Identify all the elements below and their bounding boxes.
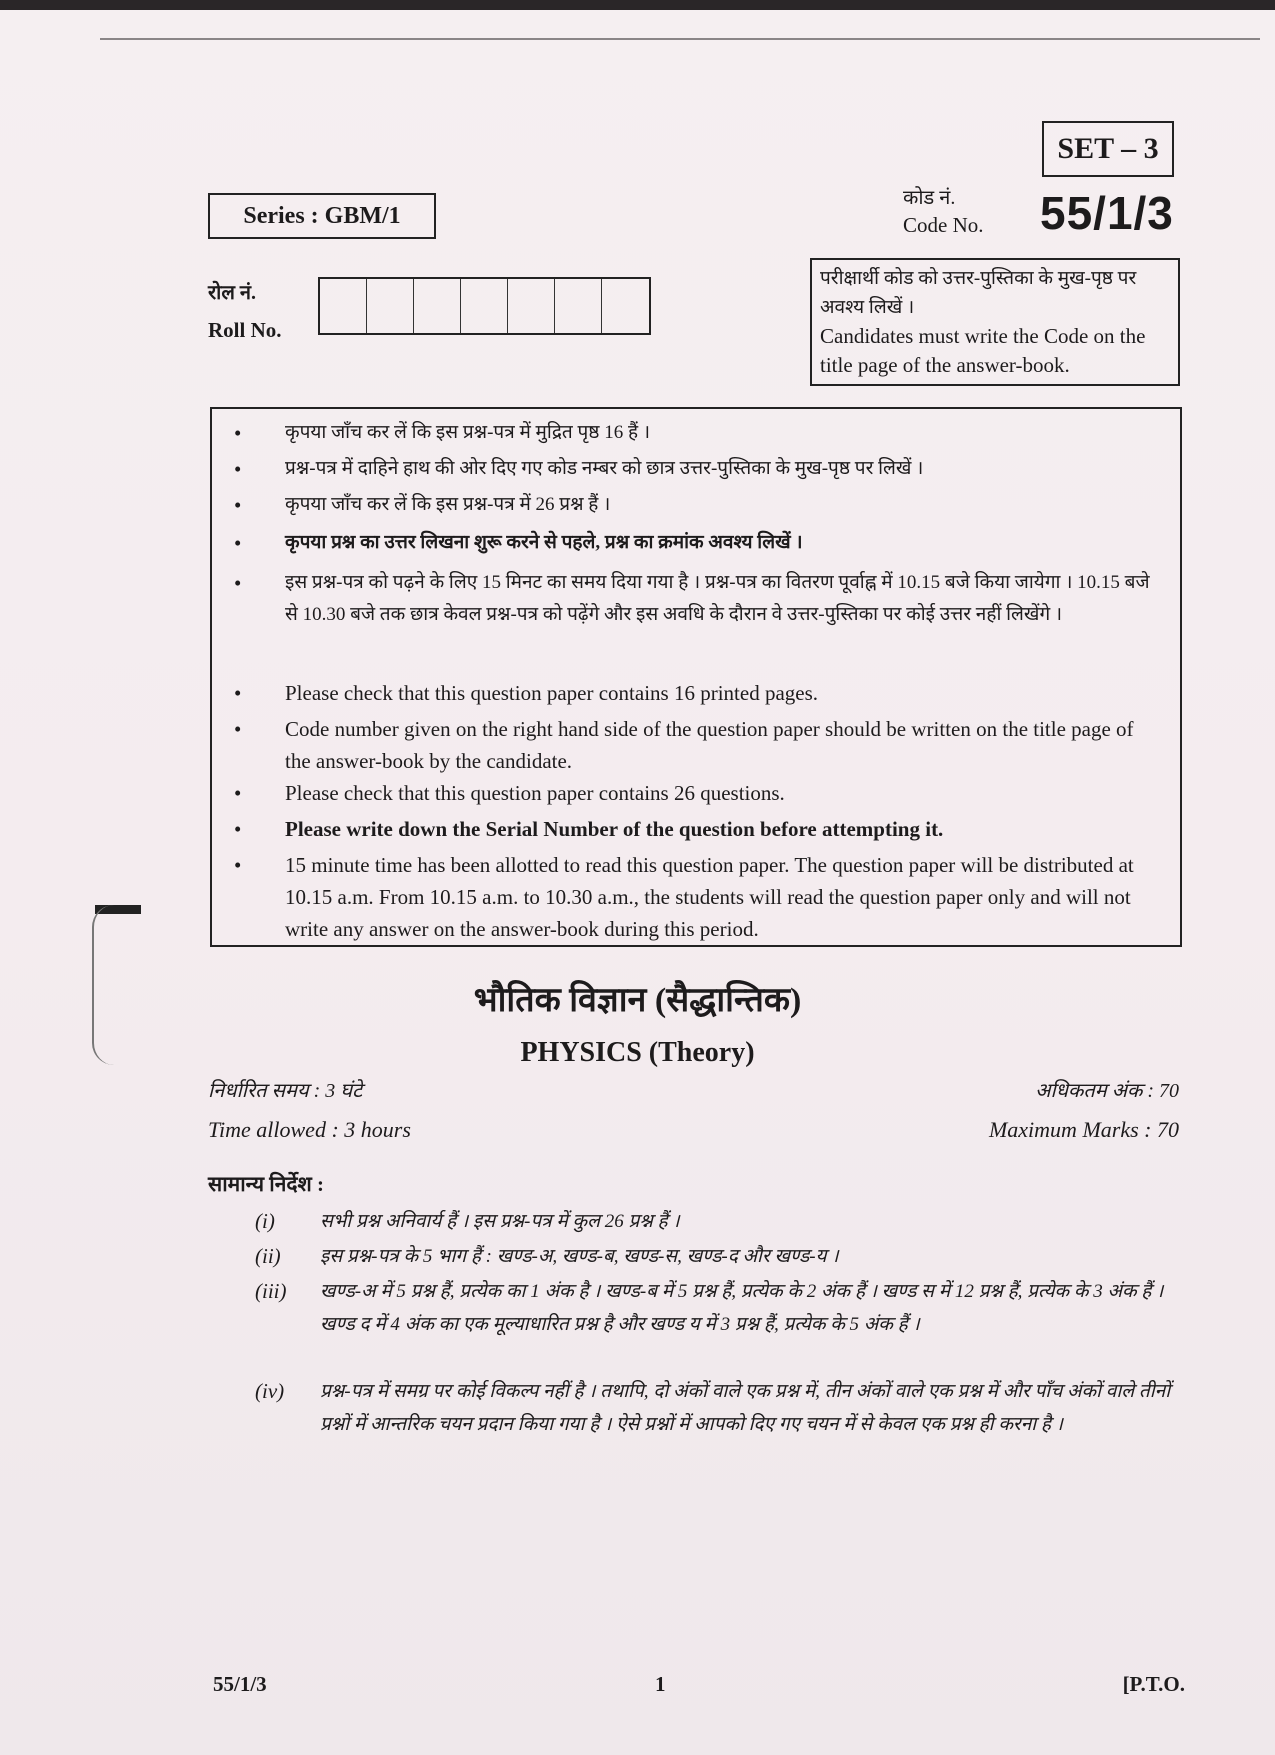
instruction-text: इस प्रश्न-पत्र को पढ़ने के लिए 15 मिनट का समय दिया गया है । प्रश्न-पत्र का वितरण पूर्वाह्न में 10.15 बजे किया जायेगा । 10.15 बजे से 10.30 बजे तक छात्र केवल प्रश्न-पत्र को पढ़ेंगे और इस अवधि के दौरान वे उत्तर-पुस्तिका पर कोई उत्तर नहीं लिखेंगे । (285, 572, 1150, 625)
general-instruction-text: इस प्रश्न-पत्र के 5 भाग हैं : खण्ड-अ, खण्ड-ब, खण्ड-स, खण्ड-द और खण्ड-य । (320, 1246, 839, 1267)
time-allowed-english: Time allowed : 3 hours (208, 1117, 411, 1142)
general-instruction-number: (i) (255, 1209, 275, 1233)
subject-title-hindi: भौतिक विज्ञान (सैद्धान्तिक) (473, 982, 802, 1019)
roll-number-cell[interactable] (602, 279, 649, 333)
general-instruction-text: सभी प्रश्न अनिवार्य हैं । इस प्रश्न-पत्र में कुल 26 प्रश्न हैं । (320, 1211, 680, 1232)
roll-number-cell[interactable] (461, 279, 508, 333)
top-rule (100, 38, 1260, 40)
code-label-english: Code No. (903, 213, 984, 237)
page-number: 1 (655, 1672, 666, 1696)
instruction-text: कृपया जाँच कर लें कि इस प्रश्न-पत्र में 26 प्रश्न हैं । (285, 494, 611, 515)
instruction-text: Please write down the Serial Number of the question before attempting it. (285, 817, 944, 841)
instruction-text: प्रश्न-पत्र में दाहिने हाथ की ओर दिए गए कोड नम्बर को छात्र उत्तर-पुस्तिका के मुख-पृष्ठ पर लिखें । (285, 458, 924, 479)
bullet-icon: • (234, 717, 242, 741)
general-instruction-text: खण्ड-अ में 5 प्रश्न हैं, प्रत्येक का 1 अंक है । खण्ड-ब में 5 प्रश्न हैं, प्रत्येक के 2 अंक हैं । खण्ड स में 12 प्रश्न हैं, प्रत्येक के 3 अंक हैं । खण्ड द में 4 अंक का एक मूल्याधारित प्रश्न है और खण्ड य में 3 प्रश्न हैं, प्रत्येक के 5 अंक हैं । (320, 1281, 1164, 1335)
bullet-icon: • (234, 571, 242, 595)
roll-number-cell[interactable] (320, 279, 367, 333)
instruction-text: 15 minute time has been allotted to read this question paper. The question paper will be distributed at 10.15 a.m. From 10.15 a.m. to 10.30 a.m., the students will read the question paper only and will not write any answer on the answer-book during this period. (285, 853, 1134, 941)
roll-number-boxes[interactable] (318, 277, 651, 335)
series-label: Series : GBM/1 (208, 193, 436, 239)
time-allowed-hindi: निर्धारित समय : 3 घंटे (208, 1080, 363, 1102)
code-note-hindi: परीक्षार्थी कोड को उत्तर-पुस्तिका के मुख-पृष्ठ पर अवश्य लिखें । (820, 268, 1137, 318)
roll-number-cell[interactable] (414, 279, 461, 333)
scan-top-edge (0, 0, 1275, 10)
bullet-icon: • (234, 853, 242, 877)
bullet-icon: • (234, 781, 242, 805)
subject-title-english: PHYSICS (Theory) (520, 1037, 755, 1068)
code-label-hindi: कोड नं. (903, 187, 956, 209)
instruction-text: कृपया जाँच कर लें कि इस प्रश्न-पत्र में मुद्रित पृष्ठ 16 हैं । (285, 422, 651, 443)
roll-number-cell[interactable] (555, 279, 602, 333)
code-note-english: Candidates must write the Code on the title page of the answer-book. (820, 324, 1146, 377)
roll-label-english: Roll No. (208, 318, 282, 342)
general-instruction-number: (ii) (255, 1244, 281, 1268)
bullet-icon: • (234, 531, 242, 555)
roll-label-hindi: रोल नं. (208, 282, 257, 304)
footer-code: 55/1/3 (213, 1672, 267, 1696)
instructions-box (210, 407, 1182, 947)
roll-number-cell[interactable] (508, 279, 555, 333)
bullet-icon: • (234, 457, 242, 481)
general-instruction-number: (iv) (255, 1379, 285, 1403)
instruction-text: Please check that this question paper contains 26 questions. (285, 781, 785, 805)
bullet-icon: • (234, 421, 242, 445)
general-instruction-number: (iii) (255, 1279, 287, 1303)
bullet-icon: • (234, 493, 242, 517)
general-instructions-heading: सामान्य निर्देश : (208, 1172, 325, 1196)
instruction-text: Please check that this question paper contains 16 printed pages. (285, 681, 819, 705)
code-note-box (810, 258, 1180, 386)
max-marks-hindi: अधिकतम अंक : 70 (1035, 1080, 1179, 1102)
set-label: SET – 3 (1042, 121, 1174, 177)
code-number: 55/1/3 (1040, 187, 1174, 239)
instruction-text: कृपया प्रश्न का उत्तर लिखना शुरू करने से पहले, प्रश्न का क्रमांक अवश्य लिखें । (285, 532, 803, 553)
general-instruction-text: प्रश्न-पत्र में समग्र पर कोई विकल्प नहीं है । तथापि, दो अंकों वाले एक प्रश्न में, तीन अंकों वाले एक प्रश्न में और पाँच अंकों वाले तीनों प्रश्नों में आन्तरिक चयन प्रदान किया गया है । ऐसे प्रश्नों में आपको दिए गए चयन में से केवल एक प्रश्न ही करना है । (320, 1381, 1171, 1435)
please-turn-over: [P.T.O. (1122, 1672, 1185, 1696)
instruction-text: Code number given on the right hand side of the question paper should be written on the title page of the answer-book by the candidate. (285, 717, 1134, 773)
bullet-icon: • (234, 681, 242, 705)
max-marks-english: Maximum Marks : 70 (988, 1117, 1179, 1142)
roll-number-cell[interactable] (367, 279, 414, 333)
bullet-icon: • (234, 817, 242, 841)
